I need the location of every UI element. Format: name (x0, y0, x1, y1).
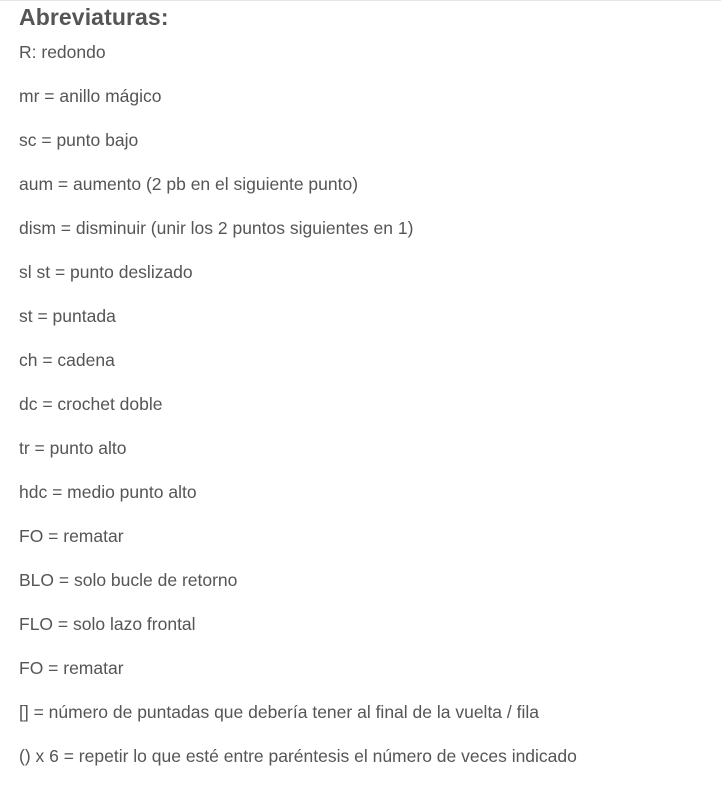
abbreviation-item: tr = punto alto (19, 438, 127, 458)
abbreviation-item: FO = rematar (19, 526, 124, 546)
abbreviation-item: dc = crochet doble (19, 394, 163, 414)
abbreviation-item: FO = rematar (19, 658, 124, 678)
abbreviation-item: () x 6 = repetir lo que esté entre paréntesis el número de veces indicado (19, 746, 577, 766)
abbreviation-item: sc = punto bajo (19, 130, 139, 150)
abbreviation-item: [] = número de puntadas que debería tener al final de la vuelta / fila (19, 702, 540, 722)
abbreviation-item: sl st = punto deslizado (19, 262, 193, 282)
abbreviation-item: hdc = medio punto alto (19, 482, 197, 502)
abbreviation-item: mr = anillo mágico (19, 86, 162, 106)
abbreviations-list (19, 40, 709, 768)
section-heading: Abreviaturas: (19, 4, 169, 30)
abbreviation-item: st = puntada (19, 306, 116, 326)
abbreviation-item: dism = disminuir (unir los 2 puntos siguientes en 1) (19, 218, 414, 238)
abbreviation-item: FLO = solo lazo frontal (19, 614, 196, 634)
abbreviation-item: ch = cadena (19, 350, 115, 370)
abbreviation-item: BLO = solo bucle de retorno (19, 570, 238, 590)
abbreviations-section (19, 0, 709, 768)
abbreviation-item: aum = aumento (2 pb en el siguiente punto) (19, 174, 359, 194)
abbreviation-item: R: redondo (19, 42, 106, 62)
